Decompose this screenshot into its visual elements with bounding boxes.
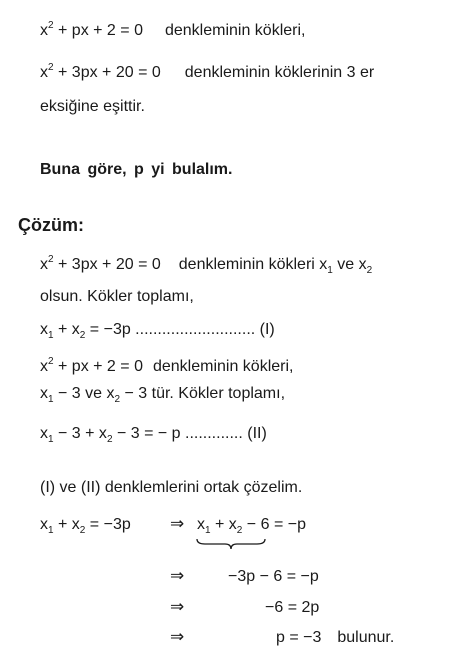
subscript: 2: [366, 265, 373, 276]
equation-rest: + 3px + 20 = 0: [53, 64, 161, 81]
implies-arrow: ⇒: [170, 566, 185, 585]
equation-rest: + 3px + 20 = 0: [53, 256, 161, 273]
equation-II: [40, 424, 267, 450]
combined-equation-left: [40, 515, 131, 541]
var-x: x: [40, 385, 48, 402]
step-3: [276, 628, 394, 648]
implies-arrow: ⇒: [170, 514, 185, 533]
exponent: 2: [48, 62, 54, 73]
equation-text: denkleminin kökleri,: [152, 358, 294, 375]
implies-arrow: ⇒: [170, 597, 185, 616]
var-x: x: [40, 64, 48, 81]
solution-line-2: olsun. Kökler toplamı,: [40, 288, 194, 305]
subscript: 1: [48, 434, 54, 445]
equation-text: denkleminin kökleri x: [178, 256, 328, 273]
var-x: x: [40, 256, 48, 273]
intro-line-3: eksiğine eşittir.: [40, 98, 145, 115]
step-1: −3p − 6 = −p: [228, 568, 319, 585]
step-2: −6 = 2p: [265, 599, 320, 616]
equation-rest: + px + 2 = 0: [53, 22, 143, 39]
equation-text: ve x: [332, 256, 367, 273]
equation-I: [40, 320, 275, 346]
equation-text: + x: [53, 516, 80, 533]
question-text: Buna göre, p yi bulalım.: [40, 161, 233, 178]
var-x: x: [40, 22, 48, 39]
subscript: 2: [236, 525, 243, 536]
intro-equation-1: [40, 16, 305, 41]
exponent: 2: [48, 254, 54, 265]
var-x: x: [40, 425, 48, 442]
equation-text: = −3p: [85, 516, 131, 533]
solution-line-1: [40, 250, 372, 281]
var-x: x: [40, 321, 48, 338]
var-x: x: [197, 516, 205, 533]
solution-heading: Çözüm:: [18, 215, 84, 235]
solution-line-7: (I) ve (II) denklemlerini ortak çözelim.: [40, 479, 303, 496]
equation-text: + x: [210, 516, 237, 533]
subscript: 1: [48, 525, 54, 536]
subscript: 1: [327, 265, 333, 276]
equation-text: = −3p ........................... (I): [85, 321, 275, 338]
equation-rest: + px + 2 = 0: [53, 358, 143, 375]
exponent: 2: [48, 20, 54, 31]
subscript: 2: [79, 525, 86, 536]
equation-text: + x: [53, 321, 80, 338]
subscript: 2: [114, 394, 121, 405]
solution-line-5: [40, 384, 285, 410]
var-x: x: [40, 516, 48, 533]
result-value: p = −3: [276, 629, 322, 646]
equation-text: denkleminin köklerinin 3 er: [184, 64, 375, 81]
subscript: 2: [106, 434, 113, 445]
subscript: 1: [48, 394, 54, 405]
implies-arrow: ⇒: [170, 627, 185, 646]
subscript: 1: [48, 330, 54, 341]
exponent: 2: [48, 356, 54, 367]
underbrace: [195, 537, 267, 551]
solution-line-4: [40, 352, 293, 377]
equation-text: − 6 = −p: [242, 516, 306, 533]
result-text: bulunur.: [337, 629, 395, 646]
equation-text: denkleminin kökleri,: [164, 22, 306, 39]
var-x: x: [40, 358, 48, 375]
equation-text: − 3 tür. Kökler toplamı,: [120, 385, 286, 402]
subscript: 2: [79, 330, 86, 341]
equation-text: − 3 = − p ............. (II): [112, 425, 267, 442]
equation-text: − 3 ve x: [53, 385, 115, 402]
equation-text: − 3 + x: [53, 425, 107, 442]
intro-equation-2: [40, 58, 374, 83]
subscript: 1: [205, 525, 211, 536]
